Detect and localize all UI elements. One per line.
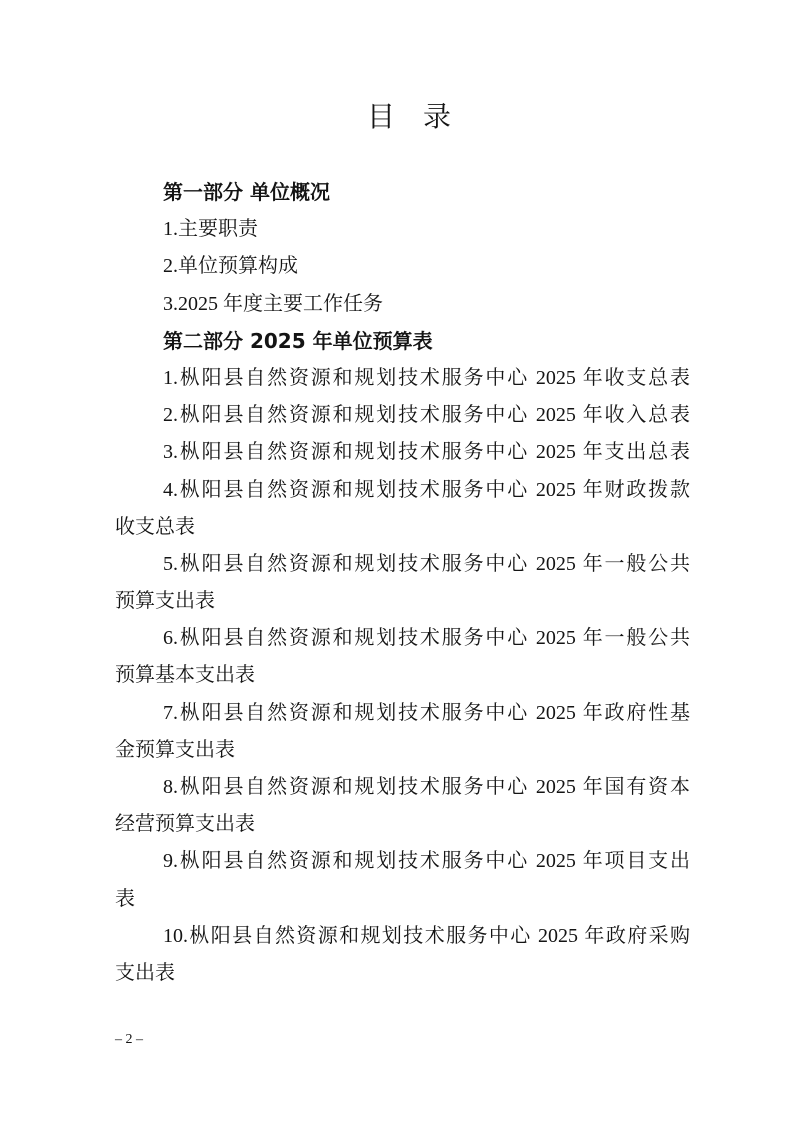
toc-item-line-continued: 预算支出表 xyxy=(115,590,215,613)
toc-item xyxy=(115,472,690,546)
toc-item-line: 4.枞阳县自然资源和规划技术服务中心 2025 年财政拨款 xyxy=(163,478,690,501)
toc-item-line: 6.枞阳县自然资源和规划技术服务中心 2025 年一般公共 xyxy=(163,627,690,650)
toc-item-line: 5.枞阳县自然资源和规划技术服务中心 2025 年一般公共 xyxy=(163,552,690,575)
toc-item xyxy=(115,695,690,769)
toc-item-line-continued: 支出表 xyxy=(115,961,175,984)
toc-item xyxy=(115,918,690,992)
toc-item xyxy=(115,620,690,694)
section-heading: 第一部分 单位概况 xyxy=(163,180,330,204)
toc-item-line-continued: 金预算支出表 xyxy=(115,738,235,761)
toc-item xyxy=(115,843,690,917)
toc-item-line: 10.枞阳县自然资源和规划技术服务中心 2025 年政府采购 xyxy=(163,924,690,947)
toc-item-line: 1.枞阳县自然资源和规划技术服务中心 2025 年收支总表 xyxy=(163,366,690,389)
toc-item-line: 2.枞阳县自然资源和规划技术服务中心 2025 年收入总表 xyxy=(163,404,690,427)
toc-item-line-continued: 预算基本支出表 xyxy=(115,664,255,687)
toc-item xyxy=(115,286,690,323)
table-of-contents xyxy=(115,174,690,992)
toc-item xyxy=(115,769,690,843)
toc-item-line: 3.枞阳县自然资源和规划技术服务中心 2025 年支出总表 xyxy=(163,441,690,464)
toc-item-line: 8.枞阳县自然资源和规划技术服务中心 2025 年国有资本 xyxy=(163,776,690,798)
toc-item-line: 1.主要职责 xyxy=(163,218,258,241)
toc-item xyxy=(115,211,690,248)
toc-item xyxy=(115,248,690,285)
toc-item-line-continued: 表 xyxy=(115,887,135,910)
toc-item-line: 3.2025 年度主要工作任务 xyxy=(163,292,383,315)
toc-item-line: 9.枞阳县自然资源和规划技术服务中心 2025 年项目支出 xyxy=(163,850,690,873)
toc-item-line: 7.枞阳县自然资源和规划技术服务中心 2025 年政府性基 xyxy=(163,701,690,724)
toc-item xyxy=(115,397,690,434)
toc-item-line-continued: 收支总表 xyxy=(115,515,195,538)
page-title: 目 录 xyxy=(367,100,452,133)
toc-item xyxy=(115,434,690,471)
toc-item xyxy=(115,360,690,397)
toc-item xyxy=(115,546,690,620)
page-number: – 2 – xyxy=(115,1032,143,1047)
toc-item-line-continued: 经营预算支出表 xyxy=(115,813,255,836)
toc-item-line: 2.单位预算构成 xyxy=(163,255,298,278)
section-heading: 第二部分 2025 年单位预算表 xyxy=(163,328,433,353)
